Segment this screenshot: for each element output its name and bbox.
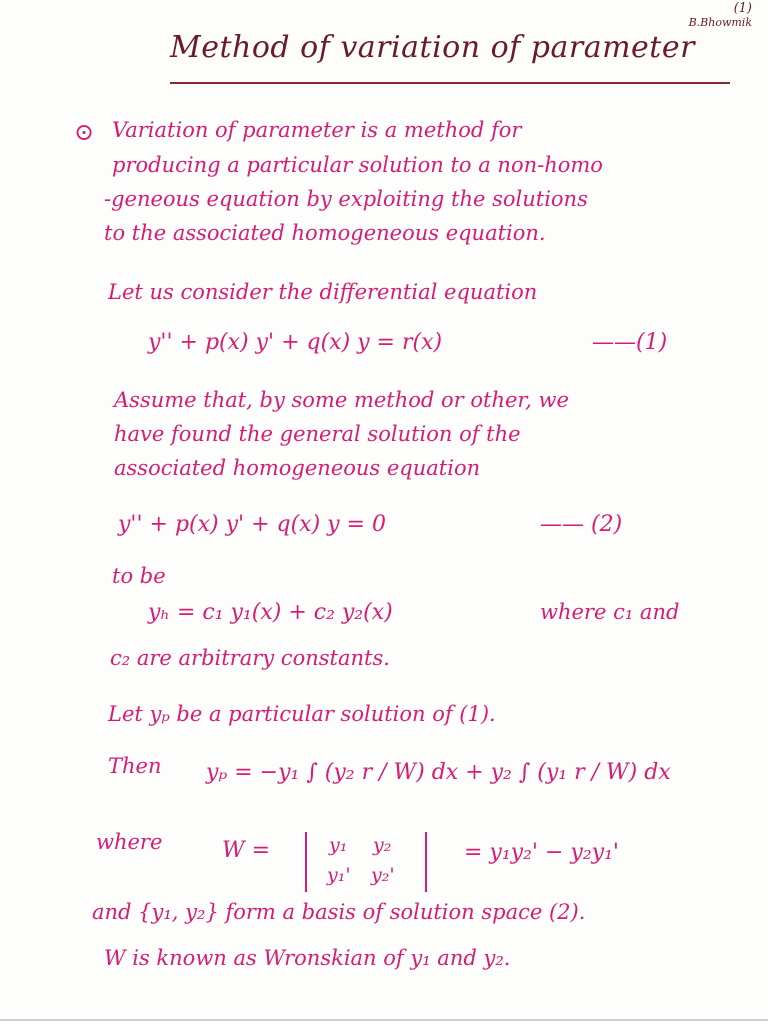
particular-solution-formula: yₚ = −y₁ ∫ (y₂ r / W) dx + y₂ ∫ (y₁ r / W) dx — [206, 760, 671, 785]
page-number-text: (1) — [733, 1, 752, 16]
assume-line-2: have found the general solution of the — [114, 422, 521, 446]
wronskian-cell-y1: y₁ — [329, 834, 348, 856]
intro-line-2: producing a particular solution to a non-homo — [112, 153, 603, 177]
wronskian-cell-y2-prime: y₂' — [371, 864, 395, 886]
particular-solution-line: Let yₚ be a particular solution of (1). — [108, 702, 496, 726]
intro-line-3: -geneous equation by exploiting the solutions — [104, 187, 588, 211]
bullet-icon: ⊙ — [74, 118, 95, 146]
page-number — [689, 2, 752, 30]
equation-1-tag: ——(1) — [592, 330, 668, 355]
consider-line: Let us consider the differential equation — [108, 280, 538, 304]
wronskian-cell-y2: y₂ — [373, 834, 392, 856]
equation-1: y'' + p(x) y' + q(x) y = r(x) — [148, 330, 443, 355]
wronskian-expansion: = y₁y₂' − y₂y₁' — [464, 840, 619, 865]
page-bottom-edge — [0, 1019, 768, 1021]
basis-line: and {y₁, y₂} form a basis of solution space (2). — [92, 900, 586, 924]
to-be-text: to be — [112, 564, 166, 588]
page-title: Method of variation of parameter — [170, 30, 695, 65]
wronskian-determinant — [305, 832, 427, 892]
wronskian-label: W = — [222, 838, 271, 863]
wronskian-cell-y1-prime: y₁' — [327, 864, 351, 886]
equation-2: y'' + p(x) y' + q(x) y = 0 — [118, 512, 386, 537]
equation-2-tag: —— (2) — [540, 512, 623, 537]
intro-line-4: to the associated homogeneous equation. — [104, 221, 546, 245]
title-underline — [170, 82, 730, 84]
assume-line-1: Assume that, by some method or other, we — [114, 388, 569, 412]
then-label: Then — [108, 754, 162, 778]
assume-line-3: associated homogeneous equation — [114, 456, 481, 480]
author-signature: B.Bhowmik — [688, 16, 752, 29]
where-label: where — [96, 830, 163, 854]
arbitrary-constants-text: c₂ are arbitrary constants. — [110, 646, 390, 670]
intro-line-1: Variation of parameter is a method for — [112, 118, 522, 142]
wronskian-definition-line: W is known as Wronskian of y₁ and y₂. — [104, 946, 511, 970]
homogeneous-solution-equation: yₕ = c₁ y₁(x) + c₂ y₂(x) — [148, 600, 393, 625]
where-c1-text: where c₁ and — [540, 600, 680, 624]
